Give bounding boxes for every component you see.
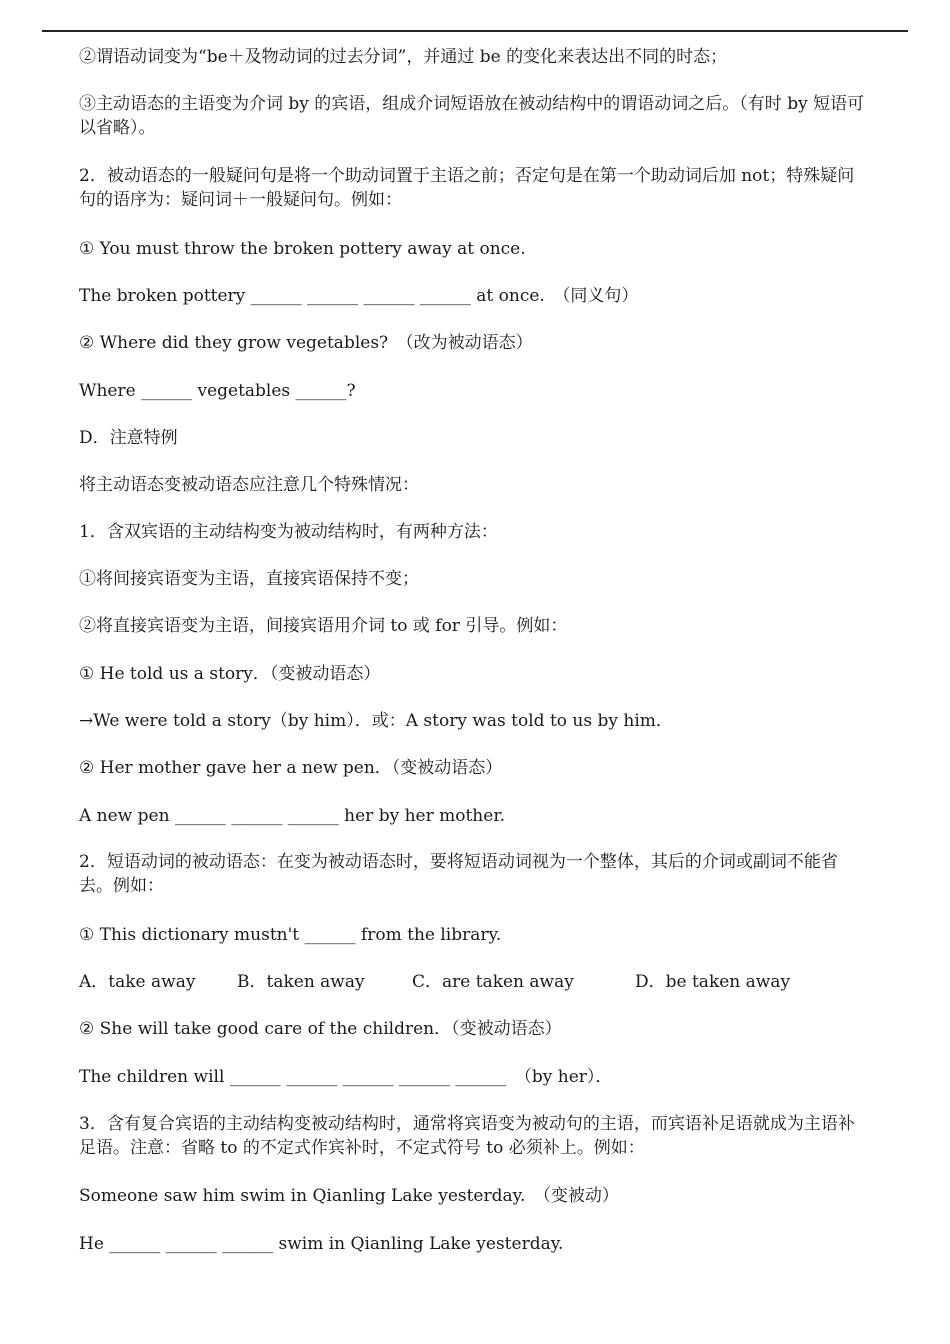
exercise-sentence-4: A new pen ______ ______ ______ her by her mother. (79, 806, 505, 826)
answer-sentence-3: →We were told a story（by him）．或：A story was told to us by him． (79, 711, 673, 731)
text-line-double-object: 1．含双宾语的主动结构变为被动结构时，有两种方法： (79, 522, 498, 542)
header-rule (42, 30, 908, 32)
text-line-predicate-change: ②谓语动词变为“be＋及物动词的过去分词”，并通过 be 的变化来表达出不同的时态； (79, 47, 728, 67)
example-sentence-4: ② Her mother gave her a new pen．（变被动语态） (79, 758, 503, 778)
text-line-method-2: ②将直接宾语变为主语，间接宾语用介词 to 或 for 引导。例如： (79, 616, 568, 636)
option-b: B．taken away (237, 972, 365, 992)
exercise-sentence-7: He ______ ______ ______ swim in Qianling Lake yesterday. (79, 1234, 564, 1254)
option-c: C．are taken away (412, 972, 574, 992)
exercise-sentence-2: Where ______ vegetables ______? (79, 381, 356, 401)
example-sentence-2: ② Where did they grow vegetables? （改为被动语态） (79, 333, 533, 353)
example-sentence-6: ② She will take good care of the children．（变被动语态） (79, 1019, 562, 1039)
section-heading-d: D．注意特例 (79, 428, 178, 448)
exercise-sentence-5: ① This dictionary mustn't ______ from the library. (79, 925, 502, 945)
example-sentence-1: ① You must throw the broken pottery away at once. (79, 239, 526, 259)
example-sentence-3: ① He told us a story．（变被动语态） (79, 664, 381, 684)
example-sentence-7: Someone saw him swim in Qianling Lake yesterday. （变被动） (79, 1186, 619, 1206)
text-line-intro-special: 将主动语态变被动语态应注意几个特殊情况： (79, 475, 419, 495)
option-d: D．be taken away (635, 972, 791, 992)
answer-options (79, 970, 869, 994)
text-para-phrasal-verbs: 2．短语动词的被动语态：在变为被动语态时，要将短语动词视为一个整体，其后的介词或副词不能省去。例如： (79, 852, 838, 896)
exercise-sentence-1: The broken pottery ______ ______ ______ ______ at once. （同义句） (79, 286, 639, 306)
text-para-complex-object: 3．含有复合宾语的主动结构变被动结构时，通常将宾语变为被动句的主语，而宾语补足语就成为主语补足语。注意：省略 to 的不定式作宾补时，不定式符号 to 必须补上。例如： (79, 1114, 855, 1158)
option-a: A．take away (79, 972, 196, 992)
exercise-sentence-6: The children will ______ ______ ______ ______ ______ （by her）． (79, 1067, 613, 1087)
text-line-method-1: ①将间接宾语变为主语，直接宾语保持不变； (79, 569, 419, 589)
text-para-question-forms: 2．被动语态的一般疑问句是将一个助动词置于主语之前；否定句是在第一个助动词后加 not；特殊疑问句的语序为：疑问词＋一般疑问句。例如： (79, 166, 855, 210)
text-para-by-phrase: ③主动语态的主语变为介词 by 的宾语，组成介词短语放在被动结构中的谓语动词之后。（有时 by 短语可以省略）。 (79, 94, 865, 138)
